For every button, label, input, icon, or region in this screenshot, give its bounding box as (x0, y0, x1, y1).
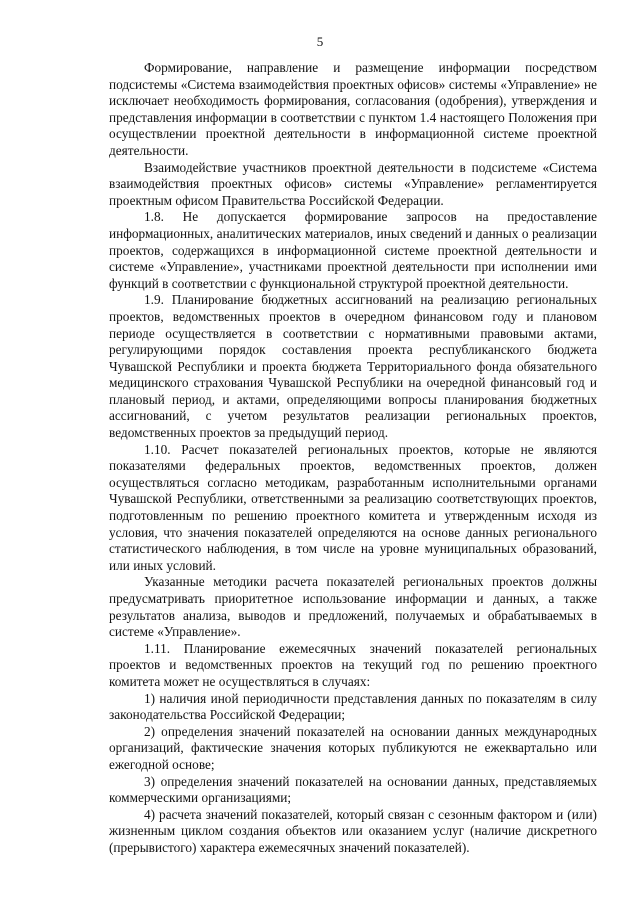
paragraph-methodology: Указанные методики расчета показателей региональных проектов должны предусматривать приоритетное использование информации и данных, а также результатов анализа, выводов и предложений, получаемых и обрабатываемых в системе «Управление». (109, 574, 597, 640)
list-item-3: 3) определения значений показателей на основании данных, представляемых коммерческими организациями; (109, 773, 597, 806)
paragraph-interaction-regulation: Взаимодействие участников проектной деятельности в подсистеме «Система взаимодействия проектных офисов» системы «Управление» регламентируется проектным офисом Правительства Российской Федерации. (109, 159, 597, 208)
document-body (109, 60, 597, 857)
paragraph-clause-1-11: 1.11. Планирование ежемесячных значений показателей региональных проектов и ведомственных проектов на текущий год по решению проектного комитета может не осуществляться в случаях: (109, 640, 597, 689)
paragraph-clause-1-8: 1.8. Не допускается формирование запросов на предоставление информационных, аналитических материалов, иных сведений и данных о реализации проектов, содержащихся в информационной системе проектной деятельности и системе «Управление», участниками проектной деятельности при исполнении ими функций в соответствии с функциональной структурой проектной деятельности. (109, 209, 597, 291)
page-number: 5 (316, 34, 324, 49)
paragraph-info-placement: Формирование, направление и размещение информации посредством подсистемы «Система взаимодействия проектных офисов» системы «Управление» не исключает необходимость формирования, согласования (одобрения), утверждения и представления информации в соответствии с пунктом 1.4 настоящего Положения при осуществлении проектной деятельности в информационной системе проектной деятельности. (109, 60, 597, 158)
list-item-2: 2) определения значений показателей на основании данных международных организаций, фактические значения которых публикуются не ежеквартально или ежегодной основе; (109, 723, 597, 772)
list-item-1: 1) наличия иной периодичности представления данных по показателям в силу законодательства Российской Федерации; (109, 690, 597, 723)
paragraph-clause-1-9: 1.9. Планирование бюджетных ассигнований на реализацию региональных проектов, ведомственных проектов в очередном финансовом году и плановом периоде осуществляется в соответствии с нормативными правовыми актами, регулирующими порядок составления проекта республиканского бюджета Чувашской Республики и проекта бюджета Территориального фонда обязательного медицинского страхования Чувашской Республики на очередной финансовый год и плановый период, и актами, определяющими вопросы планирования бюджетных ассигнований, с учетом результатов реализации региональных проектов, ведомственных проектов за предыдущий период. (109, 292, 597, 441)
list-item-4: 4) расчета значений показателей, который связан с сезонным фактором и (или) жизненным циклом создания объектов или оказанием услуг (наличие дискретного (прерывистого) характера ежемесячных значений показателей). (109, 806, 597, 855)
paragraph-clause-1-10: 1.10. Расчет показателей региональных проектов, которые не являются показателями федеральных проектов, ведомственных проектов, должен осуществляться согласно методикам, разработанным исполнительными органами Чувашской Республики, ответственными за реализацию соответствующих проектов, подготовленным по решению проектного комитета и утвержденным исходя из условия, что значения показателей определяются на основе данных регионального статистического наблюдения, в том числе на уровне муниципальных образований, или иных условий. (109, 441, 597, 573)
